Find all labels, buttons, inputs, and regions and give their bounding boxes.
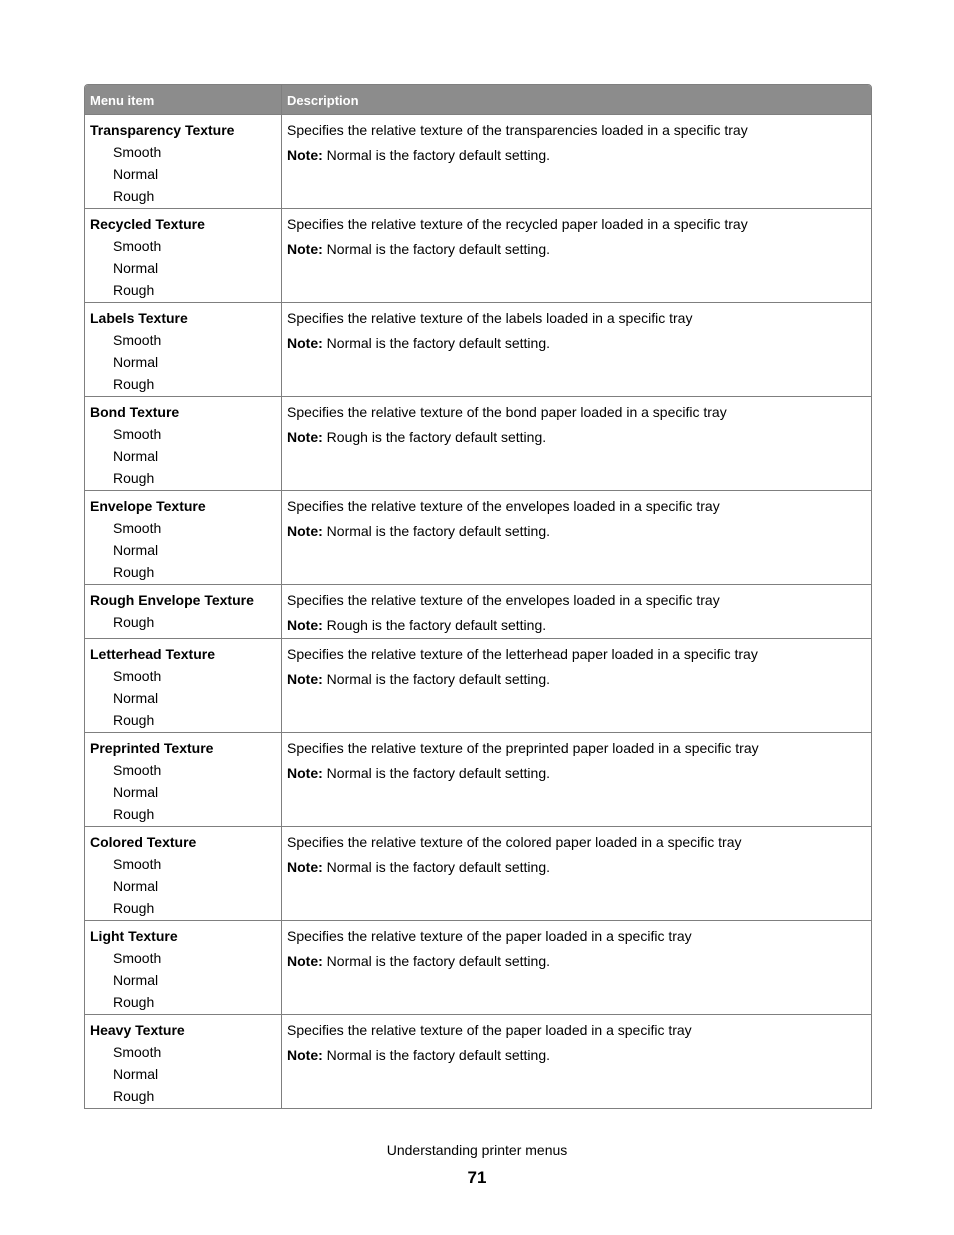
table-row — [85, 584, 871, 638]
menu-item-option: Normal — [113, 260, 159, 276]
menu-item-option: Smooth — [113, 332, 162, 348]
table-row — [85, 114, 871, 208]
menu-item-cell — [85, 209, 282, 302]
description-cell — [282, 733, 871, 826]
menu-item-option: Smooth — [113, 426, 162, 442]
note — [287, 1047, 871, 1063]
menu-item-cell — [85, 397, 282, 490]
description-text: Specifies the relative texture of the colored paper loaded in a specific tray — [287, 834, 742, 850]
menu-item-option: Rough — [113, 282, 155, 298]
description-cell — [282, 921, 871, 1014]
menu-item-cell — [85, 921, 282, 1014]
menu-item-title: Light Texture — [90, 928, 178, 944]
table-row — [85, 826, 871, 920]
note-label: Note: — [287, 523, 323, 539]
menu-item-cell — [85, 585, 282, 638]
menu-item-option: Normal — [113, 354, 159, 370]
menu-item-option: Normal — [113, 166, 159, 182]
menu-item-title: Envelope Texture — [90, 498, 206, 514]
note-label: Note: — [287, 335, 323, 351]
menu-item-option: Normal — [113, 972, 159, 988]
menu-item-title: Heavy Texture — [90, 1022, 185, 1038]
menu-item-option: Rough — [113, 564, 155, 580]
note — [287, 765, 871, 781]
description-cell — [282, 303, 871, 396]
menu-item-cell — [85, 491, 282, 584]
table-row — [85, 638, 871, 732]
note-text: Normal is the factory default setting. — [326, 765, 550, 781]
table-header — [85, 85, 871, 114]
menu-item-option: Smooth — [113, 856, 162, 872]
description-cell — [282, 209, 871, 302]
menu-item-option: Rough — [113, 712, 155, 728]
description-text: Specifies the relative texture of the bond paper loaded in a specific tray — [287, 404, 727, 420]
description-text: Specifies the relative texture of the recycled paper loaded in a specific tray — [287, 216, 748, 232]
description-cell — [282, 397, 871, 490]
menu-item-cell — [85, 733, 282, 826]
description-cell — [282, 585, 871, 638]
note-label: Note: — [287, 859, 323, 875]
note-text: Normal is the factory default setting. — [326, 523, 550, 539]
table-row — [85, 396, 871, 490]
footer-section-title: Understanding printer menus — [386, 1142, 568, 1158]
note — [287, 953, 871, 969]
menu-item-title: Preprinted Texture — [90, 740, 214, 756]
description-text: Specifies the relative texture of the labels loaded in a specific tray — [287, 310, 693, 326]
note — [287, 859, 871, 875]
menu-item-title: Transparency Texture — [90, 122, 235, 138]
note-label: Note: — [287, 147, 323, 163]
description-text: Specifies the relative texture of the envelopes loaded in a specific tray — [287, 498, 720, 514]
menu-item-option: Smooth — [113, 520, 162, 536]
menu-item-option: Rough — [113, 994, 155, 1010]
menu-item-title: Rough Envelope Texture — [90, 592, 254, 608]
note — [287, 147, 871, 163]
note — [287, 523, 871, 539]
note-label: Note: — [287, 1047, 323, 1063]
table-body — [85, 114, 871, 1108]
menu-item-option: Smooth — [113, 950, 162, 966]
note-label: Note: — [287, 241, 323, 257]
description-cell — [282, 639, 871, 732]
note — [287, 671, 871, 687]
menu-item-cell — [85, 303, 282, 396]
menu-item-cell — [85, 827, 282, 920]
note-text: Normal is the factory default setting. — [326, 335, 550, 351]
note — [287, 335, 871, 351]
note-text: Normal is the factory default setting. — [326, 671, 550, 687]
description-text: Specifies the relative texture of the paper loaded in a specific tray — [287, 928, 692, 944]
menu-item-option: Rough — [113, 1088, 155, 1104]
menu-item-title: Colored Texture — [90, 834, 197, 850]
page-number: 71 — [467, 1168, 487, 1187]
menu-item-cell — [85, 115, 282, 208]
note-text: Normal is the factory default setting. — [326, 953, 550, 969]
menu-item-option: Rough — [113, 806, 155, 822]
note-text: Normal is the factory default setting. — [326, 147, 550, 163]
menu-item-title: Bond Texture — [90, 404, 180, 420]
description-text: Specifies the relative texture of the letterhead paper loaded in a specific tray — [287, 646, 758, 662]
menu-item-option: Normal — [113, 542, 159, 558]
menu-item-option: Smooth — [113, 144, 162, 160]
header-description: Description — [287, 93, 359, 108]
menu-item-option: Normal — [113, 690, 159, 706]
menu-item-title: Labels Texture — [90, 310, 188, 326]
note-label: Note: — [287, 765, 323, 781]
table-row — [85, 490, 871, 584]
menu-item-option: Normal — [113, 448, 159, 464]
menu-item-option: Smooth — [113, 238, 162, 254]
menu-item-option: Smooth — [113, 1044, 162, 1060]
description-text: Specifies the relative texture of the preprinted paper loaded in a specific tray — [287, 740, 759, 756]
note — [287, 241, 871, 257]
note — [287, 429, 871, 445]
table-row — [85, 732, 871, 826]
table-row — [85, 920, 871, 1014]
note — [287, 617, 871, 633]
menu-item-cell — [85, 639, 282, 732]
menu-item-option: Rough — [113, 900, 155, 916]
description-cell — [282, 1015, 871, 1108]
note-text: Rough is the factory default setting. — [326, 429, 547, 445]
menu-item-option: Smooth — [113, 668, 162, 684]
menu-item-title: Recycled Texture — [90, 216, 205, 232]
note-text: Rough is the factory default setting. — [326, 617, 547, 633]
menu-item-option: Rough — [113, 470, 155, 486]
description-cell — [282, 827, 871, 920]
table-row — [85, 302, 871, 396]
menu-item-option: Rough — [113, 614, 155, 630]
description-text: Specifies the relative texture of the envelopes loaded in a specific tray — [287, 592, 720, 608]
description-text: Specifies the relative texture of the transparencies loaded in a specific tray — [287, 122, 748, 138]
note-label: Note: — [287, 671, 323, 687]
menu-item-option: Normal — [113, 1066, 159, 1082]
menu-item-option: Rough — [113, 188, 155, 204]
description-cell — [282, 491, 871, 584]
menu-item-option: Smooth — [113, 762, 162, 778]
note-text: Normal is the factory default setting. — [326, 859, 550, 875]
menu-item-cell — [85, 1015, 282, 1108]
description-cell — [282, 115, 871, 208]
note-label: Note: — [287, 617, 323, 633]
table-row — [85, 1014, 871, 1108]
header-menu-item: Menu item — [85, 85, 282, 114]
menu-item-title: Letterhead Texture — [90, 646, 215, 662]
menu-item-option: Normal — [113, 784, 159, 800]
note-text: Normal is the factory default setting. — [326, 241, 550, 257]
description-text: Specifies the relative texture of the paper loaded in a specific tray — [287, 1022, 692, 1038]
menu-table — [84, 84, 872, 1109]
table-row — [85, 208, 871, 302]
menu-item-option: Rough — [113, 376, 155, 392]
note-text: Normal is the factory default setting. — [326, 1047, 550, 1063]
note-label: Note: — [287, 429, 323, 445]
menu-item-option: Normal — [113, 878, 159, 894]
note-label: Note: — [287, 953, 323, 969]
